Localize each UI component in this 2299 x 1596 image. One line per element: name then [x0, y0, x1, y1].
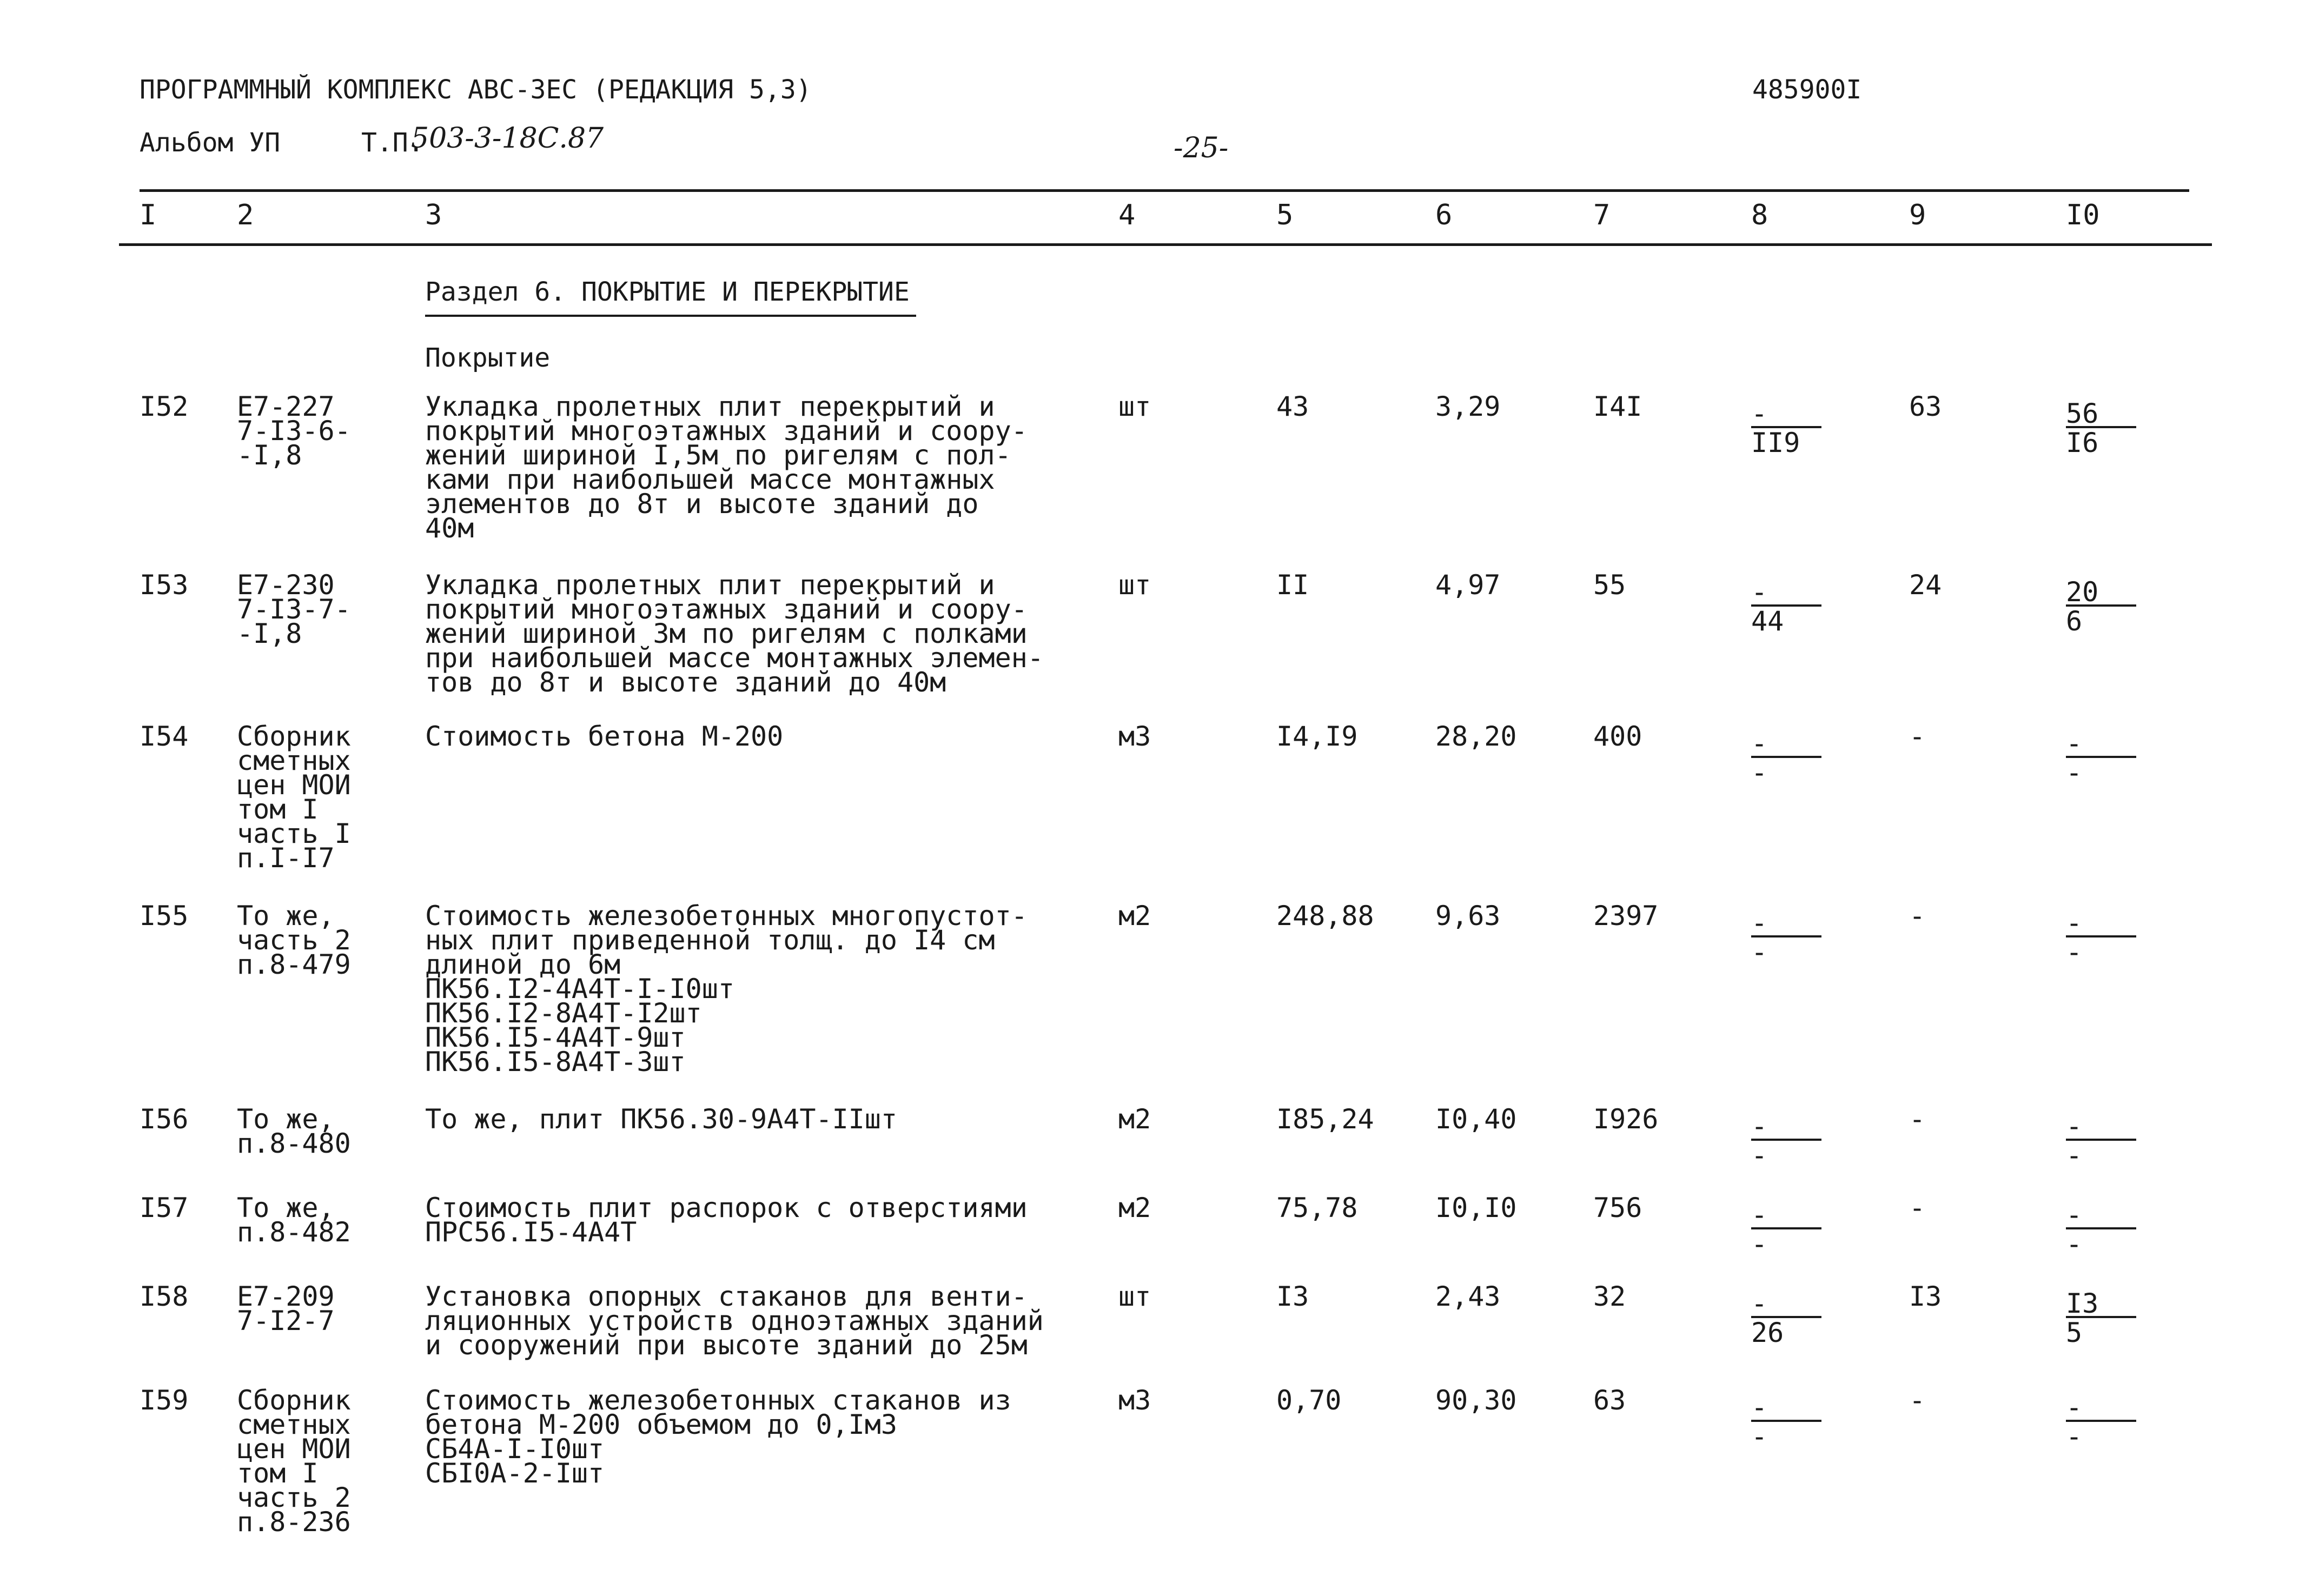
- row-unit: м2: [1118, 900, 1151, 932]
- row-col9: -: [1909, 1103, 1926, 1135]
- row-col10-fraction: [2066, 1201, 2136, 1258]
- section-subtitle: Покрытие: [425, 343, 551, 373]
- row-unit: м3: [1118, 721, 1151, 752]
- row-description: Стоимость плит распорок с отверстиями ПРС56.I5-4А4Т: [425, 1192, 1028, 1248]
- column-number-9: 9: [1909, 199, 1926, 231]
- row-unit-price: I0,I0: [1435, 1192, 1517, 1223]
- column-number-2: 2: [237, 199, 254, 231]
- row-quantity: 75,78: [1276, 1192, 1358, 1223]
- row-unit: м2: [1118, 1192, 1151, 1223]
- row-col8-fraction: [1751, 909, 1821, 966]
- col10-top: -: [2066, 730, 2136, 758]
- album-label: Альбом УП: [140, 128, 281, 158]
- col8-bottom: 44: [1751, 606, 1784, 637]
- row-quantity: I3: [1276, 1281, 1309, 1312]
- row-unit: шт: [1118, 1281, 1151, 1312]
- row-unit: м2: [1118, 1103, 1151, 1135]
- row-total: I926: [1593, 1103, 1659, 1135]
- col10-bottom: I6: [2066, 427, 2099, 458]
- row-quantity: 0,70: [1276, 1385, 1342, 1416]
- row-unit: шт: [1118, 391, 1151, 422]
- section-title-underline: [425, 315, 916, 317]
- row-col10-fraction: [2066, 730, 2136, 786]
- column-number-1: I: [140, 199, 157, 231]
- col8-bottom: -: [1751, 936, 1768, 968]
- col10-bottom: -: [2066, 1228, 2083, 1260]
- row-number: I54: [140, 721, 189, 752]
- column-number-10: I0: [2066, 199, 2100, 231]
- table-top-rule: [140, 189, 2189, 192]
- row-col10-fraction: [2066, 1290, 2136, 1346]
- col8-top: -: [1751, 1394, 1821, 1422]
- row-col9: -: [1909, 900, 1926, 932]
- row-unit-price: I0,40: [1435, 1103, 1517, 1135]
- col8-top: -: [1751, 578, 1821, 607]
- row-description: Стоимость железобетонных стаканов из бетона М-200 объемом до 0,IмЗ СБ4А-I-I0шт СБI0А-2-Iшт: [425, 1385, 1011, 1489]
- row-quantity: 43: [1276, 391, 1309, 422]
- col8-top: -: [1751, 730, 1821, 758]
- column-number-6: 6: [1435, 199, 1453, 231]
- row-reference: Е7-209 7-I2-7: [237, 1281, 335, 1336]
- col8-top: -: [1751, 1290, 1821, 1318]
- row-col10-fraction: [2066, 578, 2136, 635]
- row-col10-fraction: [2066, 909, 2136, 966]
- row-col8-fraction: [1751, 1394, 1821, 1450]
- row-reference: То же, часть 2 п.8-479: [237, 900, 351, 980]
- row-number: I53: [140, 569, 189, 601]
- col10-bottom: -: [2066, 1421, 2083, 1452]
- row-col8-fraction: [1751, 1110, 1821, 1171]
- col10-bottom: 5: [2066, 1317, 2083, 1348]
- col10-bottom: 6: [2066, 606, 2083, 637]
- page-number: -25-: [1174, 132, 1229, 164]
- row-unit: м3: [1118, 1385, 1151, 1416]
- row-col10-fraction: [2066, 1394, 2136, 1450]
- col10-top: I3: [2066, 1290, 2136, 1318]
- row-unit-price: 28,20: [1435, 721, 1517, 752]
- row-number: I55: [140, 900, 189, 932]
- row-unit-price: 4,97: [1435, 569, 1501, 601]
- row-total: 32: [1593, 1281, 1626, 1312]
- col10-top: -: [2066, 1201, 2136, 1229]
- row-reference: Сборник сметных цен МОИ том I часть I п.I-I7: [237, 721, 351, 874]
- row-description: Стоимость железобетонных многопустот- ных плит приведенной толщ. до I4 см длиной до 6м ПК56.I2-4А4Т-I-I0шт ПК56.I2-8А4Т-I2шт ПК56.I5-4А4Т-9шт ПК56.I5-8А4Т-3шт: [425, 900, 1028, 1078]
- row-col9: -: [1909, 1385, 1926, 1416]
- col8-bottom: -: [1751, 1140, 1768, 1171]
- row-total: 63: [1593, 1385, 1626, 1416]
- table-header-rule: [119, 243, 2212, 246]
- row-unit: шт: [1118, 569, 1151, 601]
- row-reference: Е7-230 7-I3-7- -I,8: [237, 569, 351, 649]
- col10-bottom: -: [2066, 1140, 2083, 1171]
- row-quantity: I4,I9: [1276, 721, 1358, 752]
- column-number-3: 3: [425, 199, 442, 231]
- row-col9: I3: [1909, 1281, 1942, 1312]
- row-number: I59: [140, 1385, 189, 1416]
- row-col10-fraction: [2066, 400, 2136, 456]
- col10-bottom: -: [2066, 757, 2083, 788]
- col10-top: -: [2066, 909, 2136, 937]
- row-total: 55: [1593, 569, 1626, 601]
- col8-bottom: -: [1751, 1421, 1768, 1452]
- row-total: 756: [1593, 1192, 1642, 1223]
- document-code: 485900I: [1752, 75, 1862, 105]
- column-number-8: 8: [1751, 199, 1768, 231]
- col8-bottom: -: [1751, 1228, 1768, 1260]
- col10-top: -: [2066, 1394, 2136, 1422]
- row-col9: -: [1909, 1192, 1926, 1223]
- row-col8-fraction: [1751, 1290, 1821, 1346]
- col8-top: -: [1751, 909, 1821, 937]
- row-number: I56: [140, 1103, 189, 1135]
- tp-label: Т.П.: [361, 128, 424, 158]
- row-col9: -: [1909, 721, 1926, 752]
- row-quantity: 248,88: [1276, 900, 1374, 932]
- row-quantity: I85,24: [1276, 1103, 1374, 1135]
- row-number: I52: [140, 391, 189, 422]
- row-unit-price: 9,63: [1435, 900, 1501, 932]
- column-number-5: 5: [1276, 199, 1294, 231]
- section-title: Раздел 6. ПОКРЫТИЕ И ПЕРЕКРЫТИЕ: [425, 277, 910, 307]
- col10-top: 56: [2066, 400, 2136, 428]
- row-quantity: II: [1276, 569, 1309, 601]
- row-col8-fraction: [1751, 1201, 1821, 1258]
- row-col9: 24: [1909, 569, 1942, 601]
- row-col9: 63: [1909, 391, 1942, 422]
- row-description: Укладка пролетных плит перекрытий и покрытий многоэтажных зданий и соору- жений шириной 3м по ригелям с полками при наибольшей массе монтажных элемен- тов до 8т и высоте зданий до 40м: [425, 569, 1044, 698]
- row-description: Установка опорных стаканов для венти- ляционных устройств одноэтажных зданий и сооружений при высоте зданий до 25м: [425, 1281, 1044, 1361]
- row-col10-fraction: [2066, 1110, 2136, 1171]
- col8-bottom: -: [1751, 757, 1768, 788]
- row-reference: Сборник сметных цен МОИ том I часть 2 п.8-236: [237, 1385, 351, 1538]
- program-title: ПРОГРАММНЫЙ КОМПЛЕКС АВС-ЗЕС (РЕДАКЦИЯ 5,3): [140, 75, 812, 105]
- row-reference: То же, п.8-482: [237, 1192, 351, 1248]
- row-total: 2397: [1593, 900, 1659, 932]
- column-number-7: 7: [1593, 199, 1611, 231]
- col8-top: -: [1751, 400, 1821, 428]
- row-description: Укладка пролетных плит перекрытий и покрытий многоэтажных зданий и соору- жений шириной I,5м по ригелям с пол- ками при наибольшей массе монтажных элементов до 8т и высоте зданий до 40м: [425, 391, 1028, 544]
- col10-top: 20: [2066, 578, 2136, 607]
- row-number: I58: [140, 1281, 189, 1312]
- tp-number: 503-3-18С.87: [411, 122, 604, 155]
- row-total: I4I: [1593, 391, 1642, 422]
- column-number-4: 4: [1118, 199, 1136, 231]
- row-number: I57: [140, 1192, 189, 1223]
- col10-top: -: [2066, 1113, 2136, 1141]
- row-col8-fraction: [1751, 400, 1821, 456]
- col8-bottom: II9: [1751, 427, 1800, 458]
- row-unit-price: 90,30: [1435, 1385, 1517, 1416]
- row-unit-price: 3,29: [1435, 391, 1501, 422]
- col8-top: -: [1751, 1113, 1821, 1141]
- row-col8-fraction: [1751, 578, 1821, 635]
- row-col8-fraction: [1751, 730, 1821, 786]
- row-description: Стоимость бетона М-200: [425, 721, 784, 752]
- col8-top: -: [1751, 1201, 1821, 1229]
- col8-bottom: 26: [1751, 1317, 1784, 1348]
- row-unit-price: 2,43: [1435, 1281, 1501, 1312]
- row-total: 400: [1593, 721, 1642, 752]
- row-reference: Е7-227 7-I3-6- -I,8: [237, 391, 351, 471]
- row-description: То же, плит ПК56.30-9А4Т-IIшт: [425, 1103, 897, 1135]
- row-reference: То же, п.8-480: [237, 1103, 351, 1159]
- col10-bottom: -: [2066, 936, 2083, 968]
